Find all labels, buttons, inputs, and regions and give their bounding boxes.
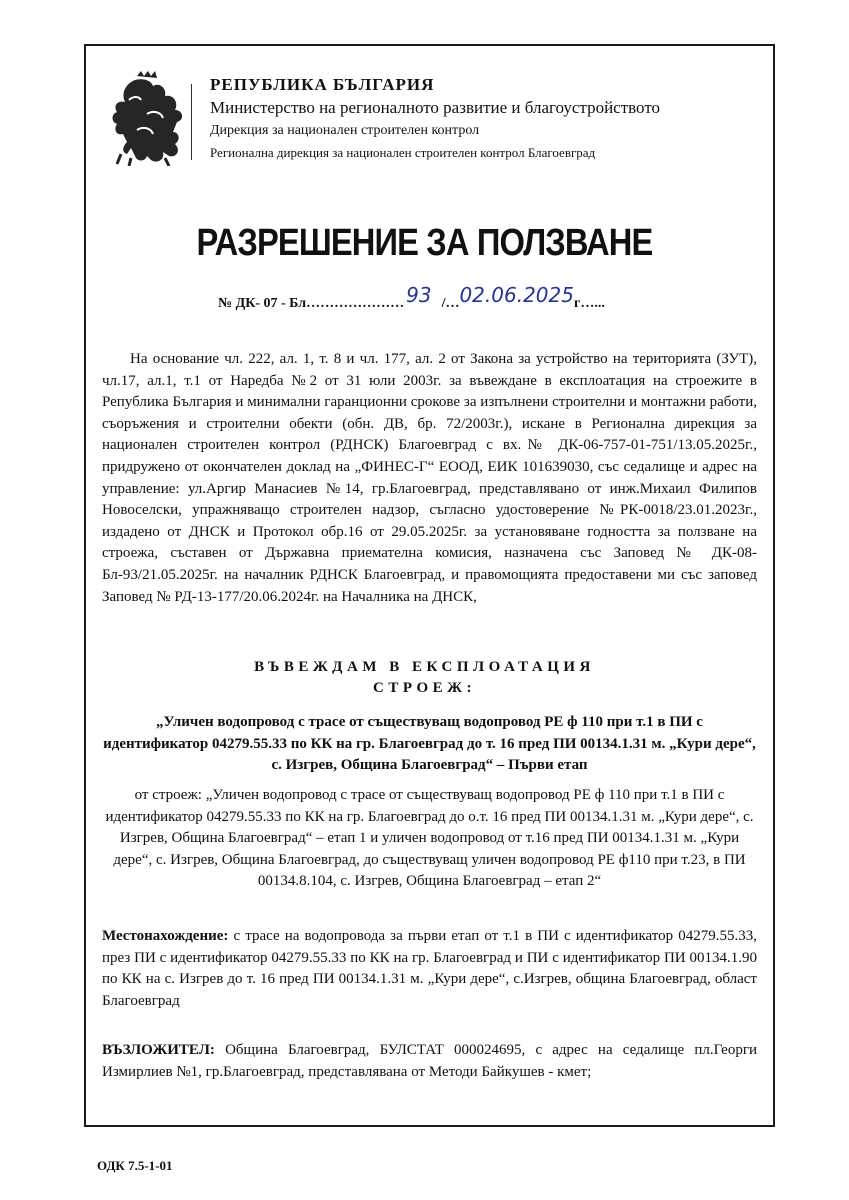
location-paragraph	[102, 926, 757, 1012]
investor-label: ВЪЗЛОЖИТЕЛ:	[102, 1042, 215, 1058]
document-title: РАЗРЕШЕНИЕ ЗА ПОЛЗВАНЕ	[196, 222, 653, 264]
form-code: ОДК 7.5-1-01	[97, 1158, 173, 1173]
investor-text: Община Благоевград, БУЛСТАТ 000024695, с адрес на седалище пл.Георги Измирлиев №1, гр.Благоевград, представлявана от Методи Байкушев - кмет;	[102, 1042, 757, 1080]
letterhead	[107, 70, 747, 170]
document-number-suffix: г…...	[573, 296, 605, 311]
investor-paragraph	[102, 1040, 757, 1083]
location-text: с трасе на водопровода за първи етап от т.1 в ПИ с идентификатор 04279.55.33, през ПИ с идентификатор 04279.55.33 по КК на гр. Благоевград и ПИ с идентификатор ПИ 00134.1.90 по КК на с. Изгрев до т. 16 пред ПИ 00134.1.31 м. „Кури дере“, с.Изгрев, община Благоевград, област Благоевград	[102, 928, 757, 1009]
location-label: Местонахождение:	[102, 928, 229, 944]
country-name: РЕПУБЛИКА БЪЛГАРИЯ	[210, 75, 435, 94]
header-divider	[191, 84, 192, 160]
object-title: „Уличен водопровод с трасе от съществуващ водопровод РЕ ф 110 при т.1 в ПИ с идентификатор 04279.55.33 по КК на гр. Благоевград до т. 16 пред ПИ 00134.1.31 м. „Кури дере“, с. Изгрев, Община Благоевград“ – Първи етап	[103, 714, 756, 774]
document-number-prefix: № ДК- 07 - Бл…………………	[218, 296, 405, 311]
from-object-description: от строеж: „Уличен водопровод с трасе от съществуващ водопровод РЕ ф 110 при т.1 в ПИ с идентификатор 04279.55.33 по КК на гр. Благоевград до о.т. 16 пред ПИ 00134.1.31 м. „Кури дере“, с. Изгрев, Община Благоевград“ – етап 1 и уличен водопровод от т.16 пред ПИ 00134.1.31 м. „Кури дере“, с. Изгрев, Община Благоевград, до съществуващ уличен водопровод РЕ ф110 при т.23, в ПИ 00134.8.104, с. Изгрев, Община Благоевград – етап 2“	[105, 787, 754, 890]
object-heading: СТРОЕЖ:	[373, 680, 476, 696]
handwritten-number: 93	[406, 283, 432, 307]
ministry-name: Министерство на регионалното развитие и благоустройството	[210, 98, 661, 117]
directorate-name: Дирекция за национален строителен контрол	[210, 123, 480, 138]
basis-paragraph: На основание чл. 222, ал. 1, т. 8 и чл. 177, ал. 2 от Закона за устройство на територията (ЗУТ), чл.17, ал.1, т.1 от Наредба №2 от 31 юли 2003г. за въвеждане в експлоатация на строежите в Република България и минимални гаранционни срокове за изпълнени строителни и монтажни работи, съоръжения и строителни обекти (обн. ДВ, бр. 72/2003г.), искане в Регионална дирекция за национален строителен контрол (РДНСК) Благоевград с вх.№ ДК-06-757-01-751/13.05.2025г., придружено от окончателен доклад на „ФИНЕС-Г“ ЕООД, ЕИК 101639030, със седалище и адрес на управление: ул.Аргир Манасиев №14, гр.Благоевград, представлявано от инж.Михаил Филипов Новоселски, упражняващо строителен надзор, съгласно удостоверение №РК-0018/23.01.2023г., издадено от ДНСК и Протокол обр.16 от 29.05.2025г. за установяване годността за ползване на строежа, съставен от Държавна приемателна комисия, назначена със Заповед № ДК-08-Бл-93/21.05.2025г. на началник РДНСК Благоевград, и правомощията предоставени ми със заповед Заповед № РД-13-177/20.06.2024г. на Началника на ДНСК,	[102, 351, 757, 605]
regional-directorate-name: Регионална дирекция за национален строителен контрол Благоевград	[210, 145, 596, 160]
document-number	[218, 283, 605, 312]
document-number-separator: /…	[441, 296, 460, 311]
handwritten-date: 02.06.2025	[459, 283, 574, 307]
lion-emblem-icon	[107, 70, 187, 166]
commission-heading: ВЪВЕЖДАМ В ЕКСПЛОАТАЦИЯ	[254, 659, 595, 675]
